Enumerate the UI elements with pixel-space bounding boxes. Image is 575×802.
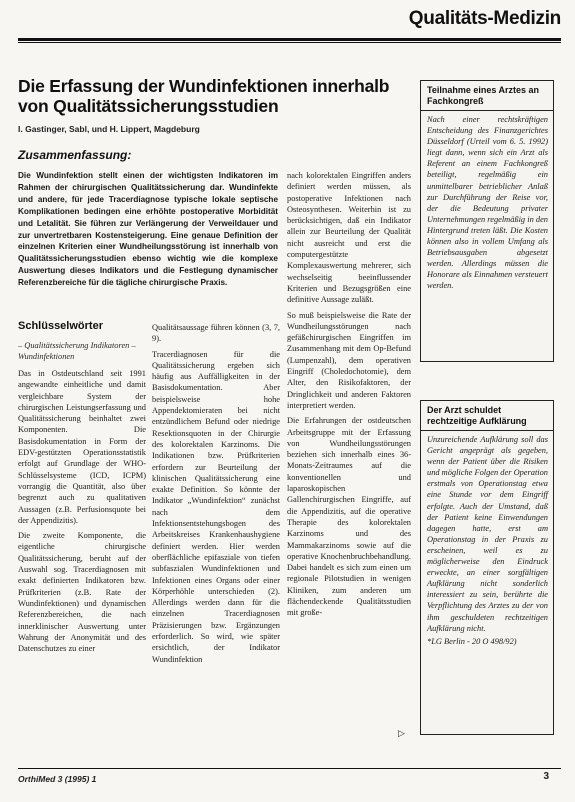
article-title: Die Erfassung der Wundinfektionen innerhalb von Qualitätssicherungsstudien xyxy=(18,76,390,116)
footer-rule xyxy=(18,768,561,769)
sidebar-box-body-text: Unzureichende Aufklärung soll das Gericht angeprägt als gegeben, wenn der Patient über die Risiken und mögliche Folgen der Operation erstmals von Operationstag etwa eine Stunde vor dem Eingriff erfolgte. Auch der Umstand, daß der Patient keine Einwendungen dagegen hatte, erst am Operationstag in der Praxis zu erscheinen, weil es zu möglicherweise den Eindruck erweckte, an einer sorgfältigen Aufklärung nicht sonderlich interessiert zu sein, berührte die Verpflichtung des Arztes zu der von ihm geschuldeten rechtzeitigen Aufklärung nicht. xyxy=(427,435,548,633)
page-number: 3 xyxy=(543,771,549,782)
sidebar-box-body xyxy=(421,431,553,650)
col1-paragraph: Das in Ostdeutschland seit 1991 angewandte einheitliche und damit vergleichbare System der chirurgischen Leistungserfassung und Qualitätssicherung beinhaltet zwei Komponenten. Die Basisdokumentation in Form der EDV-gestützten Operationsstatistik erfolgt auf Grundlage der WHO-Schlüsselsysteme (ICD, ICPM) vorrangig die Quantität, also über begrenzt auch zu qualitativen Aussagen (z.B. Perfusionsquote bei der Appendizitis). xyxy=(18,369,146,525)
col3-paragraph: nach kolorektalen Eingriffen anders definiert werden müssen, als postoperative Infektionen nach Osteosynthesen. Weiterhin ist zu berücksichtigen, daß ein Indikator allein zur Beurteilung der Qualität nicht ausreicht und erst die computergestützte Komplexauswertung mehrerer, sich wechselseitig beeinflussender Kriterien und Bezugsgrößen eine definitive Aussage zuläßt. xyxy=(287,171,411,305)
col2-paragraph: Qualitätsaussage führen können (3, 7, 9). xyxy=(152,323,280,344)
col1-paragraph: Die zweite Komponente, die eigentliche chirurgische Qualitätssicherung, beruht auf der Auswahl sog. Tracerdiagnosen mit exakt definierten Indikatoren bzw. Prüfkriterien (z.B. Rate der Wundinfektionen) und dynamischen Referenzbereichen, die nach innerklinischer Auswertung unter Wahrung der Anonymität und des Datenschutzes zu einer xyxy=(18,531,146,654)
article-column-3 xyxy=(287,170,411,623)
col3-paragraph: So muß beispielsweise die Rate der Wundheilungsstörungen nach gefäßchirurgischen Eingriffen im Zusammenhang mit dem Op-Befund (Lumpenzahl), dem operativen Eingriff (Choledochotomie), dem Alter, den Risikofaktoren, der Dringlichkeit und anderen Faktoren interpretiert werden. xyxy=(287,310,411,410)
col2-paragraph: Tracerdiagnosen für die Qualitätssicherung ergeben sich häufig aus Auffälligkeiten in der Basisdokumentation. Aber beispielsweise hohe Appendektomieraten bei nicht entzündlichem Befund oder niedrige Resektionsquoten in der Chirurgie des kolorektalen Karzinoms. Die Indikationen bzw. Prüfkriterien erfordern zur Beurteilung der klinischen Qualitätssicherung eine exakte Definition. So könnte der Indikator „Wundinfektion“ zunächst nach dem Infektionsentstehungsbogen des Arbeitskreises Krankenhaushygiene definiert werden. Hier werden oberflächliche epifasziale von tiefen subfaszialen Wundinfektionen und Infektionen eines Organs oder einer Körperhöhle unterschieden (2). Allerdings werden dann für die einzelnen Tracerdiagnosen Präzisierungen bzw. Ergänzungen erforderlich. So wird, wie später ersichtlich, der Indikator Wundinfektion xyxy=(152,349,280,664)
keywords-text: – Qualitätssicherung Indikatoren – Wundinfektionen xyxy=(18,341,136,361)
footer-journal: OrthiMed 3 (1995) 1 xyxy=(18,774,97,784)
sidebar-box-consent xyxy=(420,400,554,735)
keywords-heading: Schlüsselwörter xyxy=(18,320,103,332)
sidebar-box-citation: *LG Berlin - 20 O 498/92) xyxy=(427,636,517,646)
section-label: Qualitäts-Medizin xyxy=(408,8,561,29)
sidebar-box-heading: Teilnahme eines Arztes an Fachkongreß xyxy=(421,81,553,111)
article-authors: I. Gastinger, Sabl, und H. Lippert, Magdeburg xyxy=(18,124,200,134)
header-rule xyxy=(18,38,561,41)
continue-arrow-icon: ▷ xyxy=(398,728,405,738)
article-column-1 xyxy=(18,368,146,658)
col3-paragraph: Die Erfahrungen der ostdeutschen Arbeitsgruppe mit der Erfassung von Wundheilungsstörungen beziehen sich innerhalb eines 36-Monats-Zeitraumes auf die konventionellen und laparoskopischen Gallenchirurgischen Eingriffe, auf die Appendizitis, auf die operative Therapie des kolorektalen Karzinoms und des Mammakarzinoms sowie auf die operative Knochenbruchbehandlung. Dabei handelt es sich zum einen um regionale Pilotstudien in wenigen Kliniken, zum anderen um flächendeckende Qualitätsstudien mit große- xyxy=(287,416,411,618)
header-rule-thin xyxy=(18,42,561,43)
sidebar-box-heading: Der Arzt schuldet rechtzeitige Aufklärung xyxy=(421,401,553,431)
summary-heading: Zusammenfassung: xyxy=(18,148,132,162)
sidebar-box-congress xyxy=(420,80,554,362)
article-column-2 xyxy=(152,322,280,669)
summary-text: Die Wundinfektion stellt einen der wichtigsten Indikatoren im Rahmen der chirurgischen Qualitätssicherung dar. Wundinfekte und andere, für jede Tracerdiagnose typische lokale septische Komplikationen bedingen eine erhöhte postoperative Morbidität und Letalität. Sie führen zur Verlängerung der Verweildauer und zur unvertretbaren Kostensteigerung. Eine genaue Definition der einzelnen Kriterien einer Wundheilungsstörung ist innerhalb von Qualitätssicherungsstudien ebenso wichtig wie die komplexe Auswertung dieses Indikators und die Festlegung dynamischer Referenzbereiche für die tägliche chirurgische Praxis. xyxy=(18,171,278,288)
sidebar-box-body: Nach einer rechtskräftigen Entscheidung des Finanzgerichtes Düsseldorf (Urteil vom 6. 5. 1992) liegt dann, wenn sich ein Arzt als Referent an einem Fachkongreß beteiligt, regelmäßig ein unmittelbarer betrieblicher Anlaß zur Durchführung der Reise vor, der die Bedeutung privater Unternehmungen regelmäßig in den Hintergrund treten läßt. Die Kosten können also in vollem Umfang als Betriebsausgaben abgesetzt werden. Allerdings müssen die Honorare als Einnahmen versteuert werden. xyxy=(427,115,548,291)
